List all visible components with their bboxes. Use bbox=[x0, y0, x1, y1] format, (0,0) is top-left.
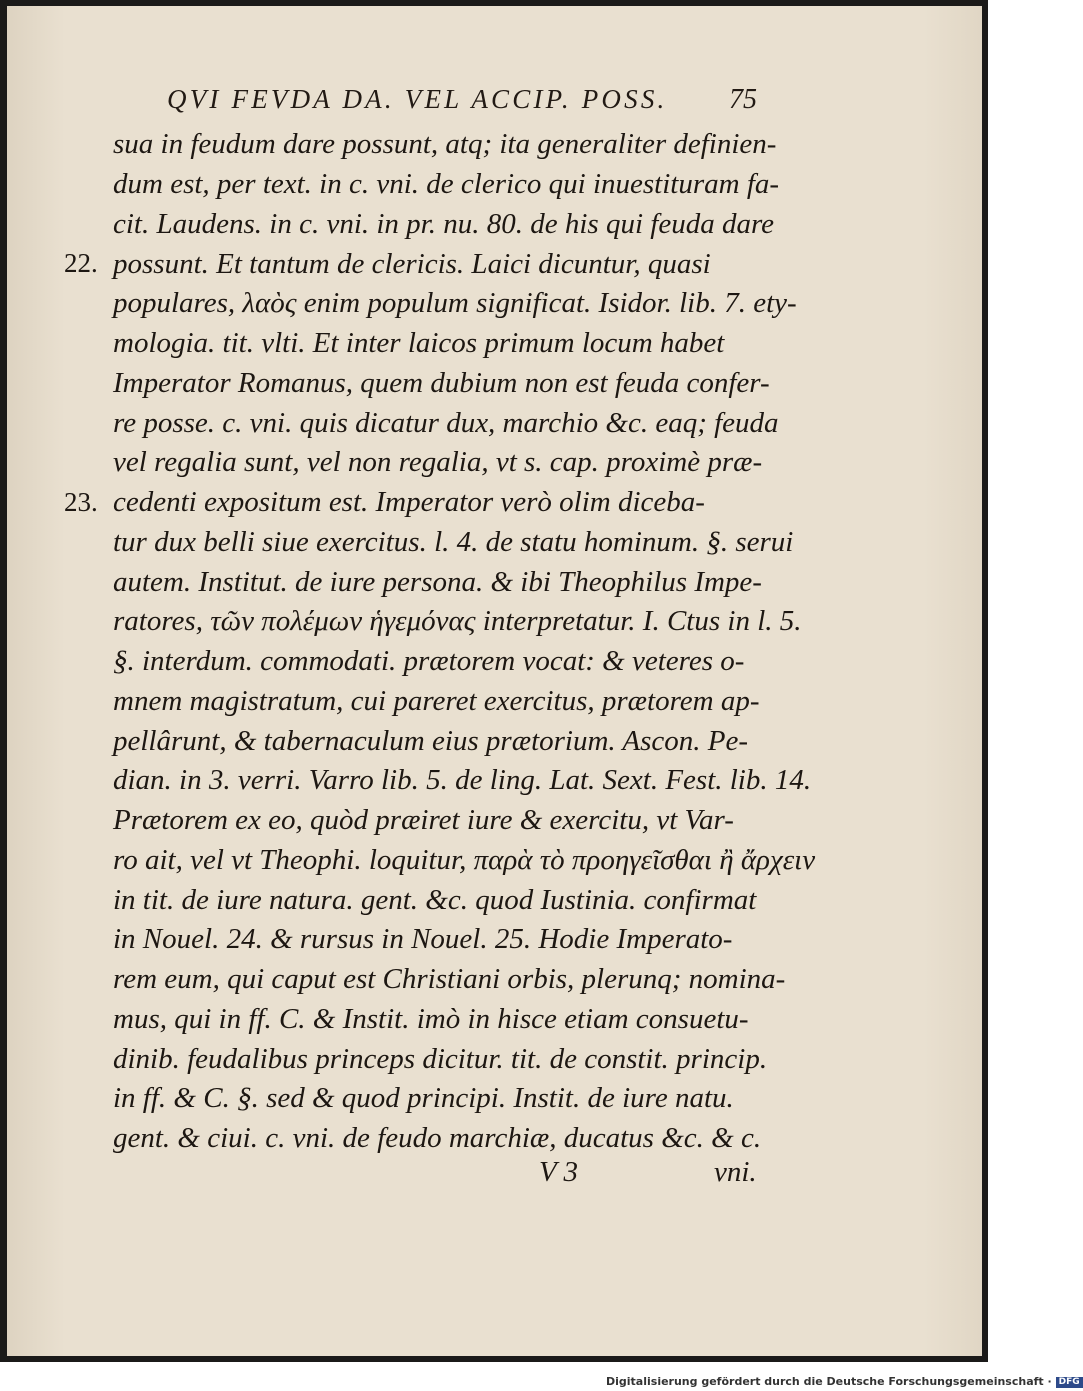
dfg-logo: DFG bbox=[1056, 1377, 1083, 1388]
text-line: Prætorem ex eo, quòd præiret iure & exercitu, vt Var- bbox=[113, 804, 734, 836]
book-page bbox=[7, 6, 982, 1356]
signature-mark: V 3 bbox=[539, 1156, 578, 1188]
running-title: QVI FEVDA DA. VEL ACCIP. POSS. bbox=[167, 84, 668, 114]
text-line: §. interdum. commodati. prætorem vocat: & veteres o- bbox=[113, 645, 745, 677]
text-line: pellârunt, & tabernaculum eius prætorium. Ascon. Pe- bbox=[113, 725, 748, 757]
credit-text: Digitalisierung gefördert durch die Deutsche Forschungsgemeinschaft · bbox=[606, 1375, 1052, 1388]
catchword: vni. bbox=[714, 1156, 757, 1188]
text-line: rem eum, qui caput est Christiani orbis, plerunq; nomina- bbox=[113, 963, 786, 995]
text-line: cedenti expositum est. Imperator verò olim diceba- bbox=[113, 486, 705, 518]
text-line: mus, qui in ff. C. & Instit. imò in hisce etiam consuetu- bbox=[113, 1003, 749, 1035]
text-line: ratores, τῶν πολέμων ἡγεμόνας interpretatur. I. Ctus in l. 5. bbox=[113, 605, 802, 637]
page-number: 75 bbox=[729, 84, 757, 115]
text-line: dum est, per text. in c. vni. de clerico qui inuestituram fa- bbox=[113, 168, 780, 200]
text-line: mologia. tit. vlti. Et inter laicos primum locum habet bbox=[113, 327, 725, 359]
text-line: sua in feudum dare possunt, atq; ita generaliter definien- bbox=[113, 128, 777, 160]
text-line: possunt. Et tantum de clericis. Laici dicuntur, quasi bbox=[113, 248, 711, 280]
text-line: ro ait, vel vt Theophi. loquitur, παρὰ τὸ προηγεῖσθαι ἢ ἄρχειν bbox=[113, 844, 816, 876]
text-line: mnem magistratum, cui pareret exercitus, prætorem ap- bbox=[113, 685, 760, 717]
margin-note: 23. bbox=[64, 487, 98, 517]
text-line: re posse. c. vni. quis dicatur dux, marchio &c. eaq; feuda bbox=[113, 407, 779, 439]
text-line: gent. & ciui. c. vni. de feudo marchiæ, ducatus &c. & c. bbox=[113, 1122, 762, 1154]
margin-note: 22. bbox=[64, 248, 98, 278]
digitization-credit bbox=[606, 1375, 1083, 1388]
text-line: cit. Laudens. in c. vni. in pr. nu. 80. de his qui feuda dare bbox=[113, 208, 775, 240]
text-line: tur dux belli siue exercitus. l. 4. de statu hominum. §. serui bbox=[113, 526, 794, 558]
text-line: vel regalia sunt, vel non regalia, vt s. cap. proximè præ- bbox=[113, 446, 763, 478]
text-line: in tit. de iure natura. gent. &c. quod Iustinia. confirmat bbox=[113, 884, 757, 916]
text-line: populares, λαὸς enim populum significat. Isidor. lib. 7. ety- bbox=[113, 287, 797, 319]
text-line: autem. Institut. de iure persona. & ibi Theophilus Impe- bbox=[113, 566, 762, 598]
text-line: in ff. & C. §. sed & quod principi. Instit. de iure natu. bbox=[113, 1082, 734, 1114]
text-line: in Nouel. 24. & rursus in Nouel. 25. Hodie Imperato- bbox=[113, 923, 733, 955]
text-line: dinib. feudalibus princeps dicitur. tit. de constit. princip. bbox=[113, 1043, 768, 1075]
text-line: dian. in 3. verri. Varro lib. 5. de ling. Lat. Sext. Fest. lib. 14. bbox=[113, 764, 812, 796]
text-line: Imperator Romanus, quem dubium non est feuda confer- bbox=[113, 367, 770, 399]
